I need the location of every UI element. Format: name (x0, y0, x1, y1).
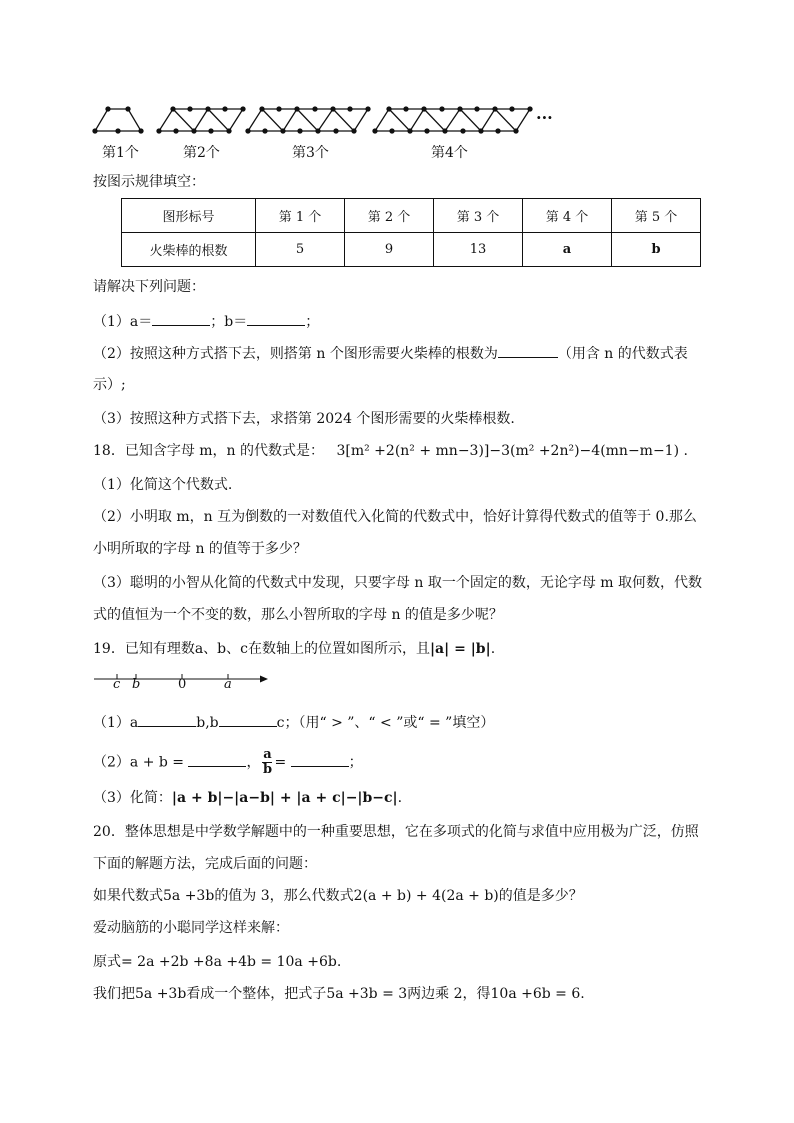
table-header-row (122, 199, 701, 233)
table-header-cell: 第 4 个 (523, 199, 612, 233)
q19-part2: （2）a + b = ， $\frac{a}{b}$ = ； (93, 747, 363, 777)
table-row-label: 火柴棒的根数 (122, 233, 256, 267)
answer-blank-n-expression[interactable] (498, 343, 558, 358)
numberline-label-c: c (113, 677, 121, 692)
table-intro: 按图示规律填空： (93, 174, 205, 190)
q18-part3-a: （3）聪明的小智从化简的代数式中发现，只要字母 n 取一个固定的数，无论字母 m 取何数，代数 (93, 575, 702, 591)
numberline-label-a: a (224, 677, 232, 692)
q18-stem: 18．已知含字母 m，n 的代数式是： 3[m² +2(n² + mn−3)]−3(m² +2n²)−4(mn−m−1) . (93, 443, 688, 459)
q20-line4: 爱动脑筋的小聪同学这样来解： (93, 920, 289, 936)
answer-blank-b[interactable] (247, 311, 305, 326)
table-header-cell: 第 5 个 (612, 199, 701, 233)
answer-blank-b-c[interactable] (219, 712, 277, 727)
numberline-label-b: b (132, 677, 141, 692)
table-cell: 5 (256, 233, 345, 267)
table-header-cell: 第 3 个 (434, 199, 523, 233)
figure-label-1: 第1个 (102, 145, 139, 161)
answer-blank-a[interactable] (152, 311, 210, 326)
matchstick-figures (0, 0, 794, 140)
fraction-a-over-b: $\frac{a}{b}$ (262, 747, 273, 777)
q17-prompt: 请解决下列问题： (93, 279, 205, 295)
figure-1 (93, 107, 143, 133)
answer-blank-a-plus-b[interactable] (188, 752, 246, 767)
figure-label-3: 第3个 (292, 145, 329, 161)
answer-blank-a-b[interactable] (138, 712, 196, 727)
q19-part1: （1）a b,b c；（用“ > ”、“ < ”或“ = ”填空） (93, 712, 494, 733)
figure-4 (373, 107, 532, 133)
table-cell: a (523, 233, 612, 267)
table-cell: b (612, 233, 701, 267)
figure-2 (157, 107, 245, 133)
q17-part1: （1）a＝ ；b＝ ； (93, 311, 319, 332)
q20-line1: 20．整体思想是中学数学解题中的一种重要思想，它在多项式的化简与求值中应用极为广泛，仿照 (93, 824, 699, 840)
table-header-label: 图形标号 (122, 199, 256, 233)
table-header-cell: 第 1 个 (256, 199, 345, 233)
q18-part3-b: 式的值恒为一个不变的数，那么小智所取的字母 n 的值是多少呢？ (93, 607, 503, 623)
figures-ellipsis: ··· (536, 108, 553, 127)
table-header-cell: 第 2 个 (345, 199, 434, 233)
q17-part3: （3）按照这种方式搭下去，求搭第 2024 个图形需要的火柴棒根数. (93, 411, 515, 427)
figure-label-2: 第2个 (183, 145, 220, 161)
q18-part1: （1）化简这个代数式. (93, 477, 233, 493)
q17-part2: （2）按照这种方式搭下去，则搭第 n 个图形需要火柴棒的根数为 （用含 n 的代数式表 (93, 343, 688, 364)
q20-line2: 下面的解题方法，完成后面的问题： (93, 856, 317, 872)
matchstick-table (121, 198, 701, 267)
q20-line3: 如果代数式5a +3b的值为 3，那么代数式2(a + b) + 4(2a + b)的值是多少？ (93, 888, 583, 904)
q17-part2-cont: 示）; (93, 377, 126, 393)
figure-3 (246, 107, 370, 133)
table-cell: 13 (434, 233, 523, 267)
q19-stem: 19．已知有理数a、b、c在数轴上的位置如图所示，且|a| = |b|. (93, 641, 496, 657)
table-cell: 9 (345, 233, 434, 267)
q18-expression: 3[m² +2(n² + mn−3)]−3(m² +2n²)−4(mn−m−1) . (336, 443, 688, 459)
q20-line5: 原式= 2a +2b +8a +4b = 10a +6b. (93, 954, 342, 970)
q19-part3: （3）化简：|a + b|−|a−b| + |a + c|−|b−c|. (93, 790, 403, 806)
numberline-label-0: 0 (178, 677, 187, 692)
q18-part2-b: 小明所取的字母 n 的值等于多少？ (93, 541, 307, 557)
answer-blank-a-over-b[interactable] (291, 752, 349, 767)
q18-part2-a: （2）小明取 m，n 互为倒数的一对数值代入化简的代数式中，恰好计算得代数式的值等于 0.那么 (93, 509, 697, 525)
q20-line6: 我们把5a +3b看成一个整体，把式子5a +3b = 3两边乘 2，得10a +6b = 6. (93, 986, 585, 1002)
figure-label-4: 第4个 (431, 145, 468, 161)
table-row (122, 233, 701, 267)
